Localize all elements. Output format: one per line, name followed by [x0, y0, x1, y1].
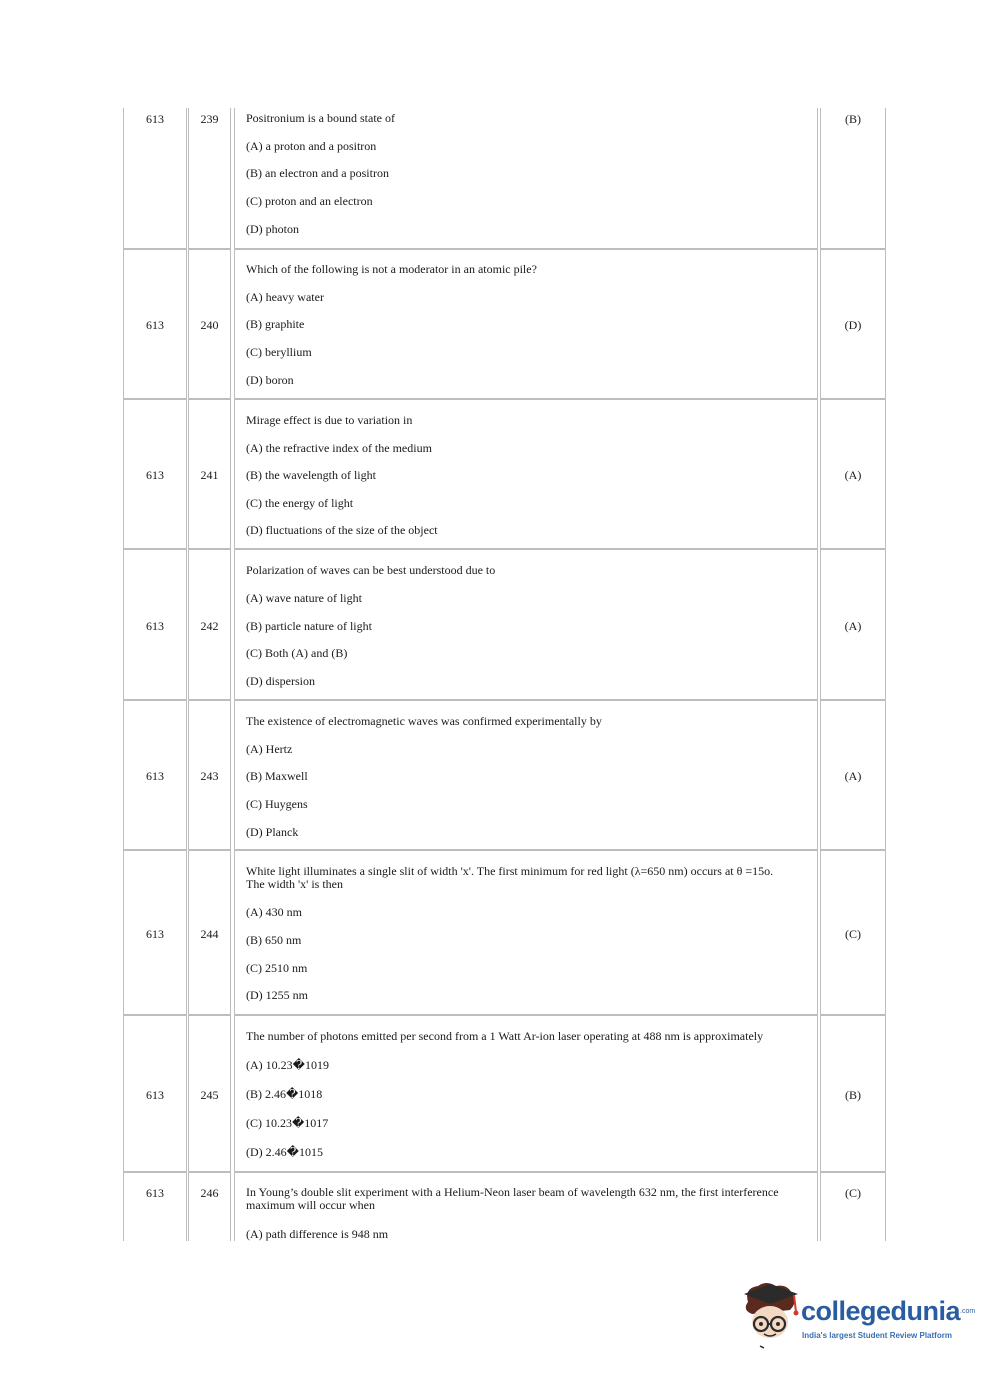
answer-key: (B) — [845, 1088, 861, 1102]
option-c: (C) Both (A) and (B) — [246, 646, 348, 660]
answer-cell — [820, 1015, 886, 1172]
answer-key: (A) — [844, 619, 862, 633]
option-d: (D) photon — [246, 222, 299, 236]
code-cell — [123, 850, 187, 1015]
question-cell — [234, 549, 818, 700]
question-cell — [234, 249, 818, 399]
code-cell — [123, 108, 187, 249]
qno-cell — [188, 700, 231, 850]
question-table — [123, 108, 886, 1241]
table-row — [123, 700, 886, 850]
question-number: 239 — [200, 112, 219, 126]
table-row — [123, 249, 886, 399]
option-a: (A) path difference is 948 nm — [246, 1227, 389, 1241]
table-row — [123, 1015, 886, 1172]
answer-cell — [820, 108, 886, 249]
question-text: Which of the following is not a moderator in an atomic pile? — [246, 262, 537, 276]
question-text: In Young’s double slit experiment with a Helium-Neon laser beam of wavelength 632 nm, the first interference maximum will occur when — [246, 1185, 779, 1212]
code-cell — [123, 700, 187, 850]
code-cell — [123, 1172, 187, 1241]
option-a: (A) 430 nm — [246, 905, 302, 919]
answer-cell — [820, 549, 886, 700]
paper-code: 613 — [146, 318, 164, 332]
mascot-icon — [740, 1280, 802, 1352]
brand-tagline: India's largest Student Review Platform — [802, 1331, 952, 1340]
option-c: (C) Huygens — [246, 797, 308, 811]
qno-cell — [188, 108, 231, 249]
table-row — [123, 399, 886, 549]
option-c: (C) 10.23�1017 — [246, 1116, 329, 1130]
code-cell — [123, 1015, 187, 1172]
option-c: (C) the energy of light — [246, 496, 354, 510]
question-number: 241 — [200, 468, 219, 482]
table-row — [123, 1172, 886, 1241]
option-d: (D) 1255 nm — [246, 988, 308, 1002]
qno-cell — [188, 399, 231, 549]
answer-key: (A) — [844, 769, 862, 783]
answer-cell — [820, 249, 886, 399]
question-cell — [234, 108, 818, 249]
question-number: 246 — [200, 1186, 219, 1200]
table-row — [123, 850, 886, 1015]
option-a: (A) wave nature of light — [246, 591, 362, 605]
brand-domain-suffix: .com — [960, 1308, 976, 1315]
option-d: (D) fluctuations of the size of the object — [246, 523, 438, 537]
option-b: (B) 2.46�1018 — [246, 1087, 323, 1101]
collegedunia-logo — [740, 1280, 976, 1352]
paper-code: 613 — [146, 1088, 164, 1102]
answer-cell — [820, 850, 886, 1015]
option-b: (B) 650 nm — [246, 933, 302, 947]
question-number: 244 — [200, 927, 219, 941]
question-text: The existence of electromagnetic waves was confirmed experimentally by — [246, 714, 602, 728]
table-row — [123, 108, 886, 249]
option-c: (C) proton and an electron — [246, 194, 373, 208]
option-b: (B) the wavelength of light — [246, 468, 376, 482]
code-cell — [123, 549, 187, 700]
qno-cell — [188, 1015, 231, 1172]
answer-cell — [820, 1172, 886, 1241]
question-text: The number of photons emitted per second from a 1 Watt Ar-ion laser operating at 488 nm is approximately — [246, 1029, 764, 1043]
paper-code: 613 — [146, 927, 164, 941]
option-a: (A) heavy water — [246, 290, 324, 304]
qno-cell — [188, 850, 231, 1015]
table-row — [123, 549, 886, 700]
paper-code: 613 — [146, 468, 164, 482]
question-number: 240 — [200, 318, 219, 332]
paper-code: 613 — [146, 619, 164, 633]
brand-wordmark: collegedunia — [801, 1296, 961, 1326]
option-d: (D) boron — [246, 373, 294, 387]
option-c: (C) 2510 nm — [246, 961, 308, 975]
qno-cell — [188, 1172, 231, 1241]
code-cell — [123, 249, 187, 399]
option-b: (B) an electron and a positron — [246, 166, 389, 180]
paper-code: 613 — [146, 112, 164, 126]
question-number: 243 — [200, 769, 219, 783]
question-cell — [234, 1015, 818, 1172]
qno-cell — [188, 549, 231, 700]
option-d: (D) dispersion — [246, 674, 315, 688]
option-d: (D) 2.46�1015 — [246, 1145, 323, 1159]
option-b: (B) Maxwell — [246, 769, 308, 783]
paper-code: 613 — [146, 1186, 164, 1200]
answer-key: (A) — [844, 468, 862, 482]
option-b: (B) particle nature of light — [246, 619, 372, 633]
question-text: Positronium is a bound state of — [246, 111, 395, 125]
option-a: (A) 10.23�1019 — [246, 1058, 329, 1072]
option-b: (B) graphite — [246, 317, 305, 331]
question-number: 245 — [200, 1088, 219, 1102]
answer-key: (C) — [845, 927, 861, 941]
answer-key: (B) — [845, 112, 861, 126]
answer-cell — [820, 700, 886, 850]
question-cell — [234, 399, 818, 549]
answer-key: (D) — [844, 318, 862, 332]
question-cell — [234, 850, 818, 1015]
option-a: (A) Hertz — [246, 742, 293, 756]
qno-cell — [188, 249, 231, 399]
question-number: 242 — [200, 619, 219, 633]
answer-cell — [820, 399, 886, 549]
code-cell — [123, 399, 187, 549]
question-cell — [234, 1172, 818, 1241]
option-d: (D) Planck — [246, 825, 299, 839]
option-a: (A) a proton and a positron — [246, 139, 377, 153]
answer-key: (C) — [845, 1186, 861, 1200]
paper-code: 613 — [146, 769, 164, 783]
question-text: Polarization of waves can be best understood due to — [246, 563, 496, 577]
question-text: White light illuminates a single slit of width 'x'. The first minimum for red light (λ=650 nm) occurs at θ =15o. The width 'x' is then — [246, 864, 774, 891]
question-text: Mirage effect is due to variation in — [246, 413, 413, 427]
question-cell — [234, 700, 818, 850]
option-c: (C) beryllium — [246, 345, 312, 359]
option-a: (A) the refractive index of the medium — [246, 441, 432, 455]
